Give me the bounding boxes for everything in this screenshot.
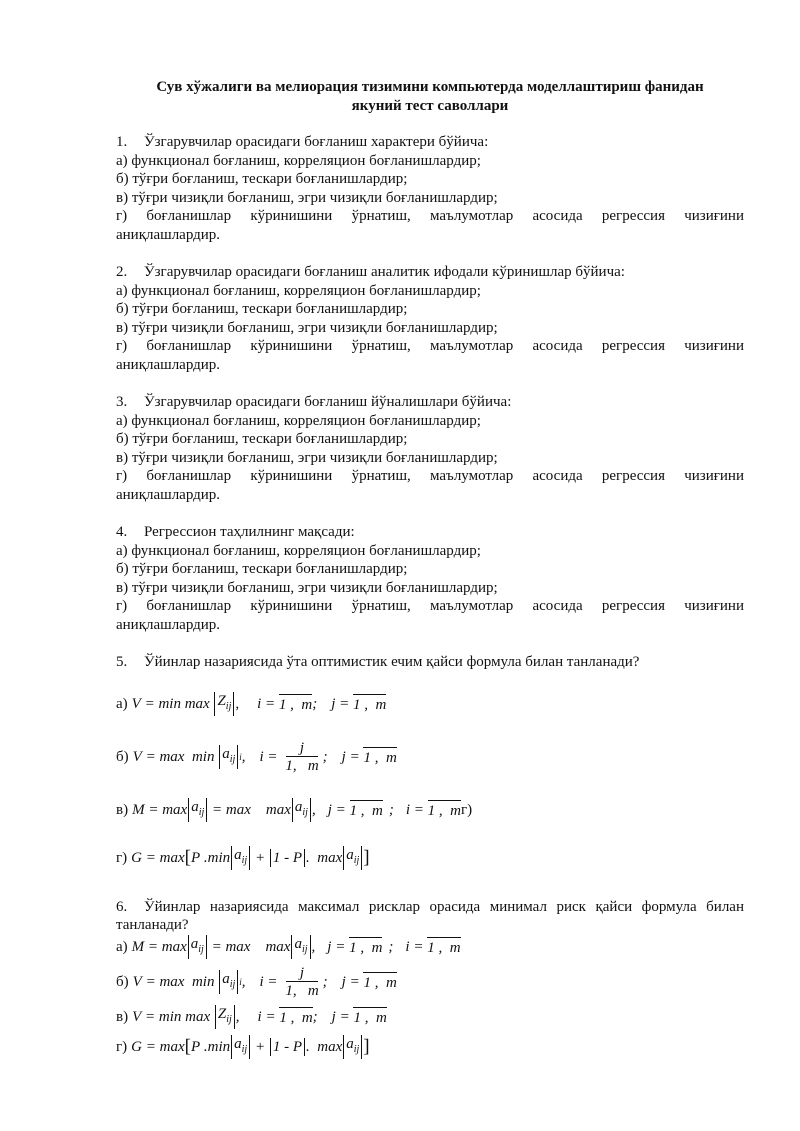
question-6-text-line-2: танланади? (116, 917, 189, 933)
question-1-text: 1. Ўзгарувчилар орасидаги боғланиш характери бўйича: (116, 134, 489, 150)
option-d-line-2: аниқлашлардир. (116, 616, 221, 633)
formula-option-c: в) M = max $a_{ij}$ = max max $a_{ij}$ , j = 1 , m ; i = 1 , m г) (116, 798, 744, 822)
formula-option-b: б) V = max min $a_{ij}$ i , i = $\frac{j}{1, m}$ ; j = 1 , m (116, 964, 397, 999)
option-c: в) тўғри чизиқли боғланиш, эгри чизиқли боғланишлардир; (116, 579, 498, 596)
question-2-text: 2. Ўзгарувчилар орасидаги боғланиш аналитик ифодали кўринишлар бўйича: (116, 264, 625, 280)
question-3-text: 3. Ўзгарувчилар орасидаги боғланиш йўналишлари бўйича: (116, 394, 512, 410)
option-a: а) функционал боғланиш, корреляцион боғланишлардир; (116, 412, 481, 429)
option-a: а) функционал боғланиш, корреляцион боғланишлардир; (116, 542, 481, 559)
document-title (116, 78, 744, 116)
option-b: б) тўғри боғланиш, тескари боғланишлардир; (116, 431, 408, 447)
document-page (116, 78, 744, 1078)
option-d-line-1: г) боғланишлар кўринишини ўрнатиш, маълумотлар асосида регрессия чизиғини (116, 338, 744, 354)
title-line-2: якуний тест саволлари (351, 98, 509, 114)
formula-option-a: а) M = max $a_{ij}$ = max max $a_{ij}$ , j = 1 , m ; i = 1 , m (116, 935, 744, 959)
option-d-line-1: г) боғланишлар кўринишини ўрнатиш, маълумотлар асосида регрессия чизиғини (116, 208, 744, 224)
option-d-line-2: аниқлашлардир. (116, 226, 221, 243)
formula-option-d: г) G = max [ P . min $a_{ij}$ + 1 - P . max $a_{ij}$ ] (116, 846, 370, 868)
option-b: б) тўғри боғланиш, тескари боғланишлардир; (116, 301, 408, 317)
option-c: в) тўғри чизиқли боғланиш, эгри чизиқли боғланишлардир; (116, 189, 498, 206)
option-c: в) тўғри чизиқли боғланиш, эгри чизиқли боғланишлардир; (116, 319, 498, 336)
question-6-text-line-1: 6. Ўйинлар назариясида максимал рисклар орасида минимал риск қайси формула билан (116, 898, 744, 915)
question-4-text: 4. Регрессион таҳлилнинг мақсади: (116, 524, 355, 540)
formula-option-b: б) V = max min $a_{ij}$ i , i = $\frac{j}{1, m}$ ; j = 1 , m (116, 739, 397, 774)
option-d-line-2: аниқлашлардир. (116, 486, 221, 503)
option-d-line-2: аниқлашлардир. (116, 356, 221, 373)
question-5-text: 5. Ўйинлар назариясида ўта оптимистик ечим қайси формула билан танланади? (116, 654, 640, 670)
question-3 (116, 393, 744, 504)
option-a: а) функционал боғланиш, корреляцион боғланишлардир; (116, 282, 481, 299)
option-c: в) тўғри чизиқли боғланиш, эгри чизиқли боғланишлардир; (116, 449, 498, 466)
formula-option-c: в) V = min max $Z_{ij}$ , i = 1 , m ; j = 1 , m (116, 1005, 744, 1029)
option-d-line-1: г) боғланишлар кўринишини ўрнатиш, маълумотлар асосида регрессия чизиғини (116, 598, 744, 614)
option-a: а) функционал боғланиш, корреляцион боғланишлардир; (116, 152, 481, 169)
formula-option-d: г) G = max [ P . min $a_{ij}$ + 1 - P . max $a_{ij}$ ] (116, 1035, 370, 1057)
option-d-line-1: г) боғланишлар кўринишини ўрнатиш, маълумотлар асосида регрессия чизиғини (116, 468, 744, 484)
question-6 (116, 898, 744, 1059)
formula-option-a: а) V = min max $Z_{ij}$ , i = 1 , m ; j = 1 , m (116, 692, 744, 716)
question-5 (116, 653, 744, 870)
option-b: б) тўғри боғланиш, тескари боғланишлардир; (116, 561, 408, 577)
option-b: б) тўғри боғланиш, тескари боғланишлардир; (116, 171, 408, 187)
question-4 (116, 523, 744, 634)
question-1 (116, 133, 744, 244)
question-2 (116, 263, 744, 374)
title-line-1: Сув хўжалиги ва мелиорация тизимини компьютерда моделлаштириш фанидан (156, 79, 704, 95)
